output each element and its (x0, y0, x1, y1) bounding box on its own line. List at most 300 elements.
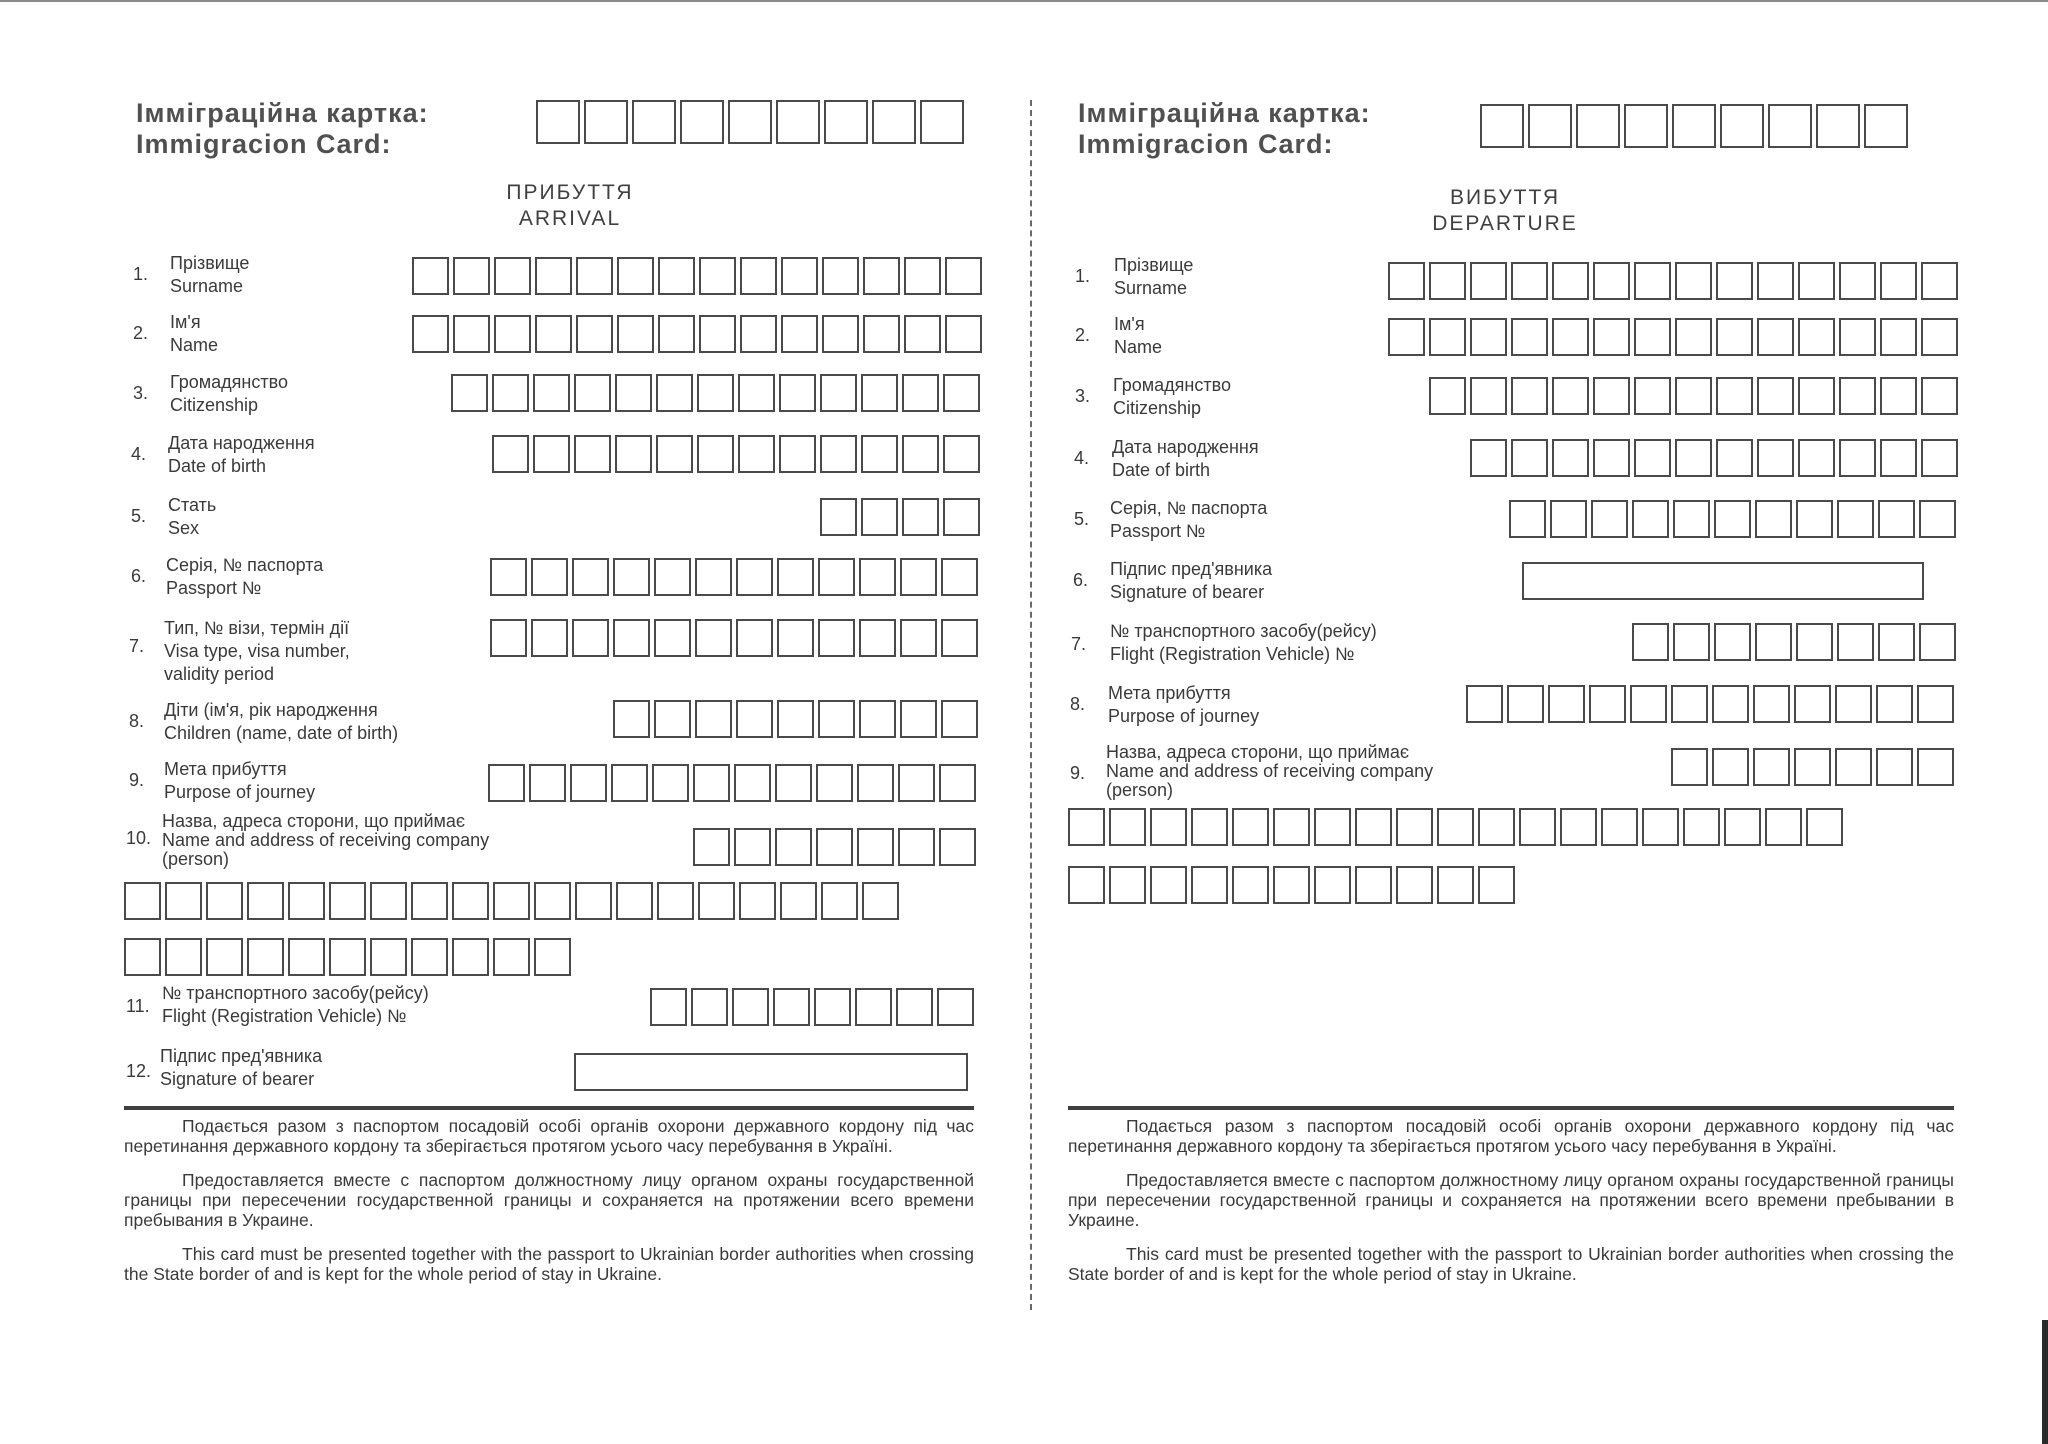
character-box[interactable] (1507, 685, 1544, 723)
character-box[interactable] (1671, 685, 1708, 723)
character-box[interactable] (732, 988, 769, 1026)
character-box[interactable] (693, 764, 730, 802)
character-box[interactable] (900, 700, 937, 738)
character-box[interactable] (1642, 808, 1679, 846)
character-box[interactable] (1753, 748, 1790, 786)
character-box[interactable] (943, 498, 980, 536)
character-box[interactable] (1675, 439, 1712, 477)
character-box[interactable] (1876, 748, 1913, 786)
character-box[interactable] (945, 257, 982, 295)
character-box[interactable] (1917, 748, 1954, 786)
character-box[interactable] (943, 374, 980, 412)
character-box[interactable] (370, 938, 407, 976)
character-box[interactable] (615, 435, 652, 473)
character-box[interactable] (728, 100, 772, 144)
character-box[interactable] (816, 764, 853, 802)
character-box[interactable] (1794, 748, 1831, 786)
character-box[interactable] (533, 435, 570, 473)
character-box[interactable] (1591, 500, 1628, 538)
character-box[interactable] (1314, 808, 1351, 846)
character-box[interactable] (1755, 500, 1792, 538)
character-box[interactable] (572, 558, 609, 596)
character-box[interactable] (1634, 262, 1671, 300)
character-box[interactable] (734, 828, 771, 866)
character-box[interactable] (494, 315, 531, 353)
character-box[interactable] (488, 764, 525, 802)
character-box[interactable] (535, 257, 572, 295)
character-box[interactable] (1839, 262, 1876, 300)
character-box[interactable] (902, 498, 939, 536)
character-box[interactable] (1839, 318, 1876, 356)
character-box[interactable] (1673, 623, 1710, 661)
character-box[interactable] (206, 882, 243, 920)
character-box[interactable] (1716, 262, 1753, 300)
character-box[interactable] (1716, 439, 1753, 477)
character-box[interactable] (1675, 377, 1712, 415)
character-box[interactable] (1921, 262, 1958, 300)
passport-boxes[interactable] (1509, 500, 1956, 538)
character-box[interactable] (492, 374, 529, 412)
character-box[interactable] (1511, 439, 1548, 477)
character-box[interactable] (695, 558, 732, 596)
character-box[interactable] (680, 100, 724, 144)
character-box[interactable] (943, 435, 980, 473)
character-box[interactable] (1632, 623, 1669, 661)
character-box[interactable] (695, 619, 732, 657)
character-box[interactable] (412, 315, 449, 353)
character-box[interactable] (452, 938, 489, 976)
character-box[interactable] (738, 374, 775, 412)
character-box[interactable] (822, 257, 859, 295)
character-box[interactable] (738, 435, 775, 473)
character-box[interactable] (1837, 500, 1874, 538)
character-box[interactable] (822, 315, 859, 353)
sex-boxes[interactable] (820, 498, 980, 536)
character-box[interactable] (632, 100, 676, 144)
character-box[interactable] (1509, 500, 1546, 538)
character-box[interactable] (165, 938, 202, 976)
character-box[interactable] (945, 315, 982, 353)
character-box[interactable] (165, 882, 202, 920)
receiving-company-line-2[interactable] (1068, 866, 1515, 904)
character-box[interactable] (124, 882, 161, 920)
character-box[interactable] (1683, 808, 1720, 846)
character-box[interactable] (1630, 685, 1667, 723)
character-box[interactable] (896, 988, 933, 1026)
character-box[interactable] (775, 764, 812, 802)
character-box[interactable] (898, 828, 935, 866)
character-box[interactable] (1757, 439, 1794, 477)
date-of-birth-boxes[interactable] (492, 435, 980, 473)
character-box[interactable] (1921, 439, 1958, 477)
character-box[interactable] (1753, 685, 1790, 723)
character-box[interactable] (1672, 104, 1716, 148)
character-box[interactable] (656, 374, 693, 412)
character-box[interactable] (1593, 262, 1630, 300)
character-box[interactable] (1589, 685, 1626, 723)
character-box[interactable] (1232, 866, 1269, 904)
citizenship-boxes[interactable] (1429, 377, 1958, 415)
receiving-company-boxes[interactable] (1671, 748, 1954, 786)
character-box[interactable] (1552, 377, 1589, 415)
character-box[interactable] (698, 882, 735, 920)
character-box[interactable] (777, 619, 814, 657)
character-box[interactable] (1109, 808, 1146, 846)
character-box[interactable] (1560, 808, 1597, 846)
character-box[interactable] (1632, 500, 1669, 538)
character-box[interactable] (1470, 377, 1507, 415)
character-box[interactable] (859, 700, 896, 738)
character-box[interactable] (654, 558, 691, 596)
character-box[interactable] (576, 257, 613, 295)
character-box[interactable] (1429, 262, 1466, 300)
character-box[interactable] (863, 315, 900, 353)
character-box[interactable] (1576, 104, 1620, 148)
character-box[interactable] (1796, 623, 1833, 661)
character-box[interactable] (1919, 500, 1956, 538)
character-box[interactable] (1794, 685, 1831, 723)
character-box[interactable] (1478, 866, 1515, 904)
character-box[interactable] (1601, 808, 1638, 846)
character-box[interactable] (531, 558, 568, 596)
character-box[interactable] (699, 257, 736, 295)
character-box[interactable] (1355, 866, 1392, 904)
character-box[interactable] (902, 374, 939, 412)
character-box[interactable] (654, 619, 691, 657)
character-box[interactable] (1634, 318, 1671, 356)
character-box[interactable] (1880, 262, 1917, 300)
character-box[interactable] (1593, 377, 1630, 415)
character-box[interactable] (1552, 262, 1589, 300)
character-box[interactable] (494, 257, 531, 295)
character-box[interactable] (1798, 377, 1835, 415)
character-box[interactable] (536, 100, 580, 144)
character-box[interactable] (1757, 262, 1794, 300)
character-box[interactable] (452, 882, 489, 920)
character-box[interactable] (814, 988, 851, 1026)
character-box[interactable] (857, 764, 894, 802)
character-box[interactable] (453, 257, 490, 295)
character-box[interactable] (329, 882, 366, 920)
date-of-birth-boxes[interactable] (1470, 439, 1958, 477)
character-box[interactable] (453, 315, 490, 353)
signature-box[interactable] (574, 1053, 968, 1091)
character-box[interactable] (1724, 808, 1761, 846)
character-box[interactable] (904, 257, 941, 295)
character-box[interactable] (1876, 685, 1913, 723)
character-box[interactable] (1470, 439, 1507, 477)
character-box[interactable] (1634, 439, 1671, 477)
character-box[interactable] (1757, 377, 1794, 415)
character-box[interactable] (1765, 808, 1802, 846)
character-box[interactable] (1388, 318, 1425, 356)
character-box[interactable] (1675, 318, 1712, 356)
character-box[interactable] (411, 938, 448, 976)
character-box[interactable] (288, 938, 325, 976)
character-box[interactable] (863, 257, 900, 295)
character-box[interactable] (820, 435, 857, 473)
character-box[interactable] (1880, 318, 1917, 356)
character-box[interactable] (1714, 500, 1751, 538)
character-box[interactable] (781, 257, 818, 295)
receiving-company-line-1[interactable] (124, 882, 899, 920)
character-box[interactable] (941, 700, 978, 738)
character-box[interactable] (1552, 439, 1589, 477)
character-box[interactable] (1396, 866, 1433, 904)
character-box[interactable] (779, 435, 816, 473)
character-box[interactable] (862, 882, 899, 920)
character-box[interactable] (818, 558, 855, 596)
character-box[interactable] (492, 435, 529, 473)
citizenship-boxes[interactable] (451, 374, 980, 412)
character-box[interactable] (697, 435, 734, 473)
signature-box[interactable] (1522, 562, 1924, 600)
character-box[interactable] (493, 938, 530, 976)
character-box[interactable] (780, 882, 817, 920)
character-box[interactable] (1835, 685, 1872, 723)
character-box[interactable] (861, 435, 898, 473)
character-box[interactable] (1917, 685, 1954, 723)
character-box[interactable] (1068, 808, 1105, 846)
surname-boxes[interactable] (1388, 262, 1958, 300)
character-box[interactable] (574, 374, 611, 412)
character-box[interactable] (1798, 262, 1835, 300)
character-box[interactable] (820, 374, 857, 412)
character-box[interactable] (1675, 262, 1712, 300)
character-box[interactable] (658, 257, 695, 295)
character-box[interactable] (1548, 685, 1585, 723)
character-box[interactable] (370, 882, 407, 920)
character-box[interactable] (1878, 500, 1915, 538)
character-box[interactable] (1478, 808, 1515, 846)
purpose-boxes[interactable] (488, 764, 976, 802)
flight-boxes[interactable] (1632, 623, 1956, 661)
character-box[interactable] (1673, 500, 1710, 538)
character-box[interactable] (1109, 866, 1146, 904)
character-box[interactable] (615, 374, 652, 412)
character-box[interactable] (124, 938, 161, 976)
character-box[interactable] (288, 882, 325, 920)
character-box[interactable] (816, 828, 853, 866)
character-box[interactable] (206, 938, 243, 976)
character-box[interactable] (872, 100, 916, 144)
receiving-company-line-1[interactable] (1068, 808, 1843, 846)
character-box[interactable] (736, 558, 773, 596)
character-box[interactable] (777, 700, 814, 738)
character-box[interactable] (1671, 748, 1708, 786)
character-box[interactable] (1837, 623, 1874, 661)
character-box[interactable] (740, 257, 777, 295)
character-box[interactable] (1921, 377, 1958, 415)
character-box[interactable] (1839, 439, 1876, 477)
character-box[interactable] (529, 764, 566, 802)
character-box[interactable] (1921, 318, 1958, 356)
character-box[interactable] (1480, 104, 1524, 148)
character-box[interactable] (533, 374, 570, 412)
character-box[interactable] (574, 435, 611, 473)
character-box[interactable] (657, 882, 694, 920)
character-box[interactable] (1429, 318, 1466, 356)
character-box[interactable] (939, 828, 976, 866)
character-box[interactable] (329, 938, 366, 976)
character-box[interactable] (1388, 262, 1425, 300)
character-box[interactable] (1796, 500, 1833, 538)
character-box[interactable] (857, 828, 894, 866)
character-box[interactable] (779, 374, 816, 412)
character-box[interactable] (576, 315, 613, 353)
character-box[interactable] (1624, 104, 1668, 148)
character-box[interactable] (650, 988, 687, 1026)
character-box[interactable] (1839, 377, 1876, 415)
character-box[interactable] (451, 374, 488, 412)
character-box[interactable] (656, 435, 693, 473)
receiving-company-boxes[interactable] (693, 828, 976, 866)
character-box[interactable] (1429, 377, 1466, 415)
character-box[interactable] (1798, 318, 1835, 356)
character-box[interactable] (652, 764, 689, 802)
character-box[interactable] (611, 764, 648, 802)
character-box[interactable] (584, 100, 628, 144)
character-box[interactable] (699, 315, 736, 353)
character-box[interactable] (1519, 808, 1556, 846)
character-box[interactable] (493, 882, 530, 920)
purpose-boxes[interactable] (1466, 685, 1954, 723)
character-box[interactable] (575, 882, 612, 920)
character-box[interactable] (570, 764, 607, 802)
character-box[interactable] (1511, 318, 1548, 356)
character-box[interactable] (1716, 377, 1753, 415)
character-box[interactable] (740, 315, 777, 353)
surname-boxes[interactable] (412, 257, 982, 295)
character-box[interactable] (1880, 439, 1917, 477)
character-box[interactable] (861, 498, 898, 536)
character-box[interactable] (1880, 377, 1917, 415)
character-box[interactable] (859, 558, 896, 596)
character-box[interactable] (939, 764, 976, 802)
character-box[interactable] (1191, 808, 1228, 846)
character-box[interactable] (658, 315, 695, 353)
character-box[interactable] (824, 100, 868, 144)
character-box[interactable] (1919, 623, 1956, 661)
character-box[interactable] (534, 938, 571, 976)
character-box[interactable] (1864, 104, 1908, 148)
receiving-company-line-2[interactable] (124, 938, 571, 976)
visa-boxes[interactable] (490, 619, 978, 657)
character-box[interactable] (920, 100, 964, 144)
character-box[interactable] (1714, 623, 1751, 661)
character-box[interactable] (941, 558, 978, 596)
character-box[interactable] (937, 988, 974, 1026)
card-number-boxes[interactable] (1480, 104, 1908, 148)
card-number-boxes[interactable] (536, 100, 964, 144)
character-box[interactable] (1191, 866, 1228, 904)
character-box[interactable] (1593, 439, 1630, 477)
name-boxes[interactable] (412, 315, 982, 353)
character-box[interactable] (531, 619, 568, 657)
character-box[interactable] (1806, 808, 1843, 846)
character-box[interactable] (859, 619, 896, 657)
character-box[interactable] (613, 558, 650, 596)
character-box[interactable] (535, 315, 572, 353)
character-box[interactable] (691, 988, 728, 1026)
character-box[interactable] (1150, 866, 1187, 904)
character-box[interactable] (1528, 104, 1572, 148)
character-box[interactable] (1835, 748, 1872, 786)
character-box[interactable] (490, 558, 527, 596)
character-box[interactable] (736, 700, 773, 738)
name-boxes[interactable] (1388, 318, 1958, 356)
character-box[interactable] (739, 882, 776, 920)
passport-boxes[interactable] (490, 558, 978, 596)
character-box[interactable] (247, 882, 284, 920)
character-box[interactable] (1878, 623, 1915, 661)
character-box[interactable] (820, 498, 857, 536)
character-box[interactable] (736, 619, 773, 657)
character-box[interactable] (1768, 104, 1812, 148)
character-box[interactable] (904, 315, 941, 353)
character-box[interactable] (1470, 262, 1507, 300)
character-box[interactable] (1437, 808, 1474, 846)
character-box[interactable] (1634, 377, 1671, 415)
character-box[interactable] (1437, 866, 1474, 904)
character-box[interactable] (617, 315, 654, 353)
character-box[interactable] (898, 764, 935, 802)
character-box[interactable] (697, 374, 734, 412)
character-box[interactable] (693, 828, 730, 866)
character-box[interactable] (412, 257, 449, 295)
character-box[interactable] (613, 700, 650, 738)
character-box[interactable] (1816, 104, 1860, 148)
character-box[interactable] (490, 619, 527, 657)
character-box[interactable] (534, 882, 571, 920)
character-box[interactable] (1712, 748, 1749, 786)
character-box[interactable] (1550, 500, 1587, 538)
character-box[interactable] (1150, 808, 1187, 846)
character-box[interactable] (1232, 808, 1269, 846)
character-box[interactable] (773, 988, 810, 1026)
character-box[interactable] (1273, 808, 1310, 846)
character-box[interactable] (1757, 318, 1794, 356)
character-box[interactable] (855, 988, 892, 1026)
character-box[interactable] (617, 257, 654, 295)
character-box[interactable] (1470, 318, 1507, 356)
character-box[interactable] (902, 435, 939, 473)
character-box[interactable] (818, 700, 855, 738)
character-box[interactable] (654, 700, 691, 738)
character-box[interactable] (900, 558, 937, 596)
character-box[interactable] (1396, 808, 1433, 846)
character-box[interactable] (821, 882, 858, 920)
character-box[interactable] (247, 938, 284, 976)
character-box[interactable] (572, 619, 609, 657)
character-box[interactable] (1716, 318, 1753, 356)
flight-boxes[interactable] (650, 988, 974, 1026)
character-box[interactable] (1273, 866, 1310, 904)
character-box[interactable] (1355, 808, 1392, 846)
character-box[interactable] (613, 619, 650, 657)
character-box[interactable] (1798, 439, 1835, 477)
character-box[interactable] (775, 828, 812, 866)
character-box[interactable] (1593, 318, 1630, 356)
character-box[interactable] (861, 374, 898, 412)
character-box[interactable] (1511, 262, 1548, 300)
character-box[interactable] (941, 619, 978, 657)
character-box[interactable] (1068, 866, 1105, 904)
character-box[interactable] (781, 315, 818, 353)
character-box[interactable] (1720, 104, 1764, 148)
character-box[interactable] (900, 619, 937, 657)
character-box[interactable] (777, 558, 814, 596)
